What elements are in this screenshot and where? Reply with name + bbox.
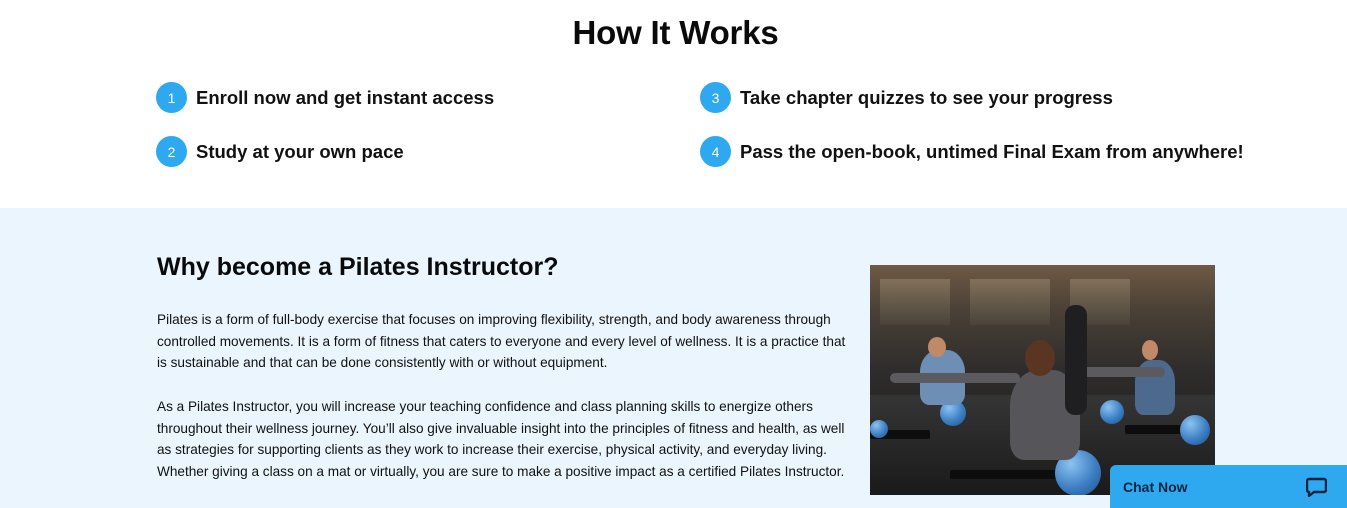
step-2 bbox=[156, 136, 404, 167]
step-text: Pass the open-book, untimed Final Exam from anywhere! bbox=[740, 140, 1244, 162]
photo-ball bbox=[1180, 415, 1210, 445]
photo-window bbox=[880, 279, 950, 325]
photo-window bbox=[970, 279, 1050, 325]
step-3 bbox=[700, 82, 1113, 113]
step-text: Enroll now and get instant access bbox=[196, 86, 495, 108]
how-it-works-title: How It Works bbox=[572, 14, 779, 51]
step-number-badge: 3 bbox=[700, 82, 731, 113]
chat-bubble-icon bbox=[1306, 477, 1327, 497]
photo-person-main-head bbox=[1025, 340, 1055, 376]
photo-person-main-leg bbox=[1065, 305, 1087, 415]
step-number-badge: 4 bbox=[700, 136, 731, 167]
why-title: Why become a Pilates Instructor? bbox=[157, 253, 559, 281]
step-4 bbox=[700, 136, 1244, 167]
how-it-works-section bbox=[0, 0, 1347, 208]
step-text: Study at your own pace bbox=[196, 140, 404, 162]
why-become-instructor-section bbox=[0, 208, 1347, 508]
photo-ball bbox=[870, 420, 888, 438]
photo-ball bbox=[1100, 400, 1124, 424]
step-number-badge: 2 bbox=[156, 136, 187, 167]
pilates-class-photo bbox=[870, 265, 1215, 495]
photo-person-head bbox=[1142, 340, 1158, 360]
step-text: Take chapter quizzes to see your progress bbox=[740, 86, 1113, 108]
photo-person-main-arm bbox=[1075, 367, 1165, 377]
why-paragraph-2: As a Pilates Instructor, you will increase your teaching confidence and class planning skills to energize others throughout their wellness journey. You’ll also give invaluable insight into the principles of fitness and health, as well as strategies for supporting clients as they work to increase their exercise, physical activity, and everyday living. Whether giving a class on a mat or virtually, you are sure to make a positive impact as a certified Pilates Instructor. bbox=[157, 399, 845, 479]
why-paragraph-1: Pilates is a form of full-body exercise that focuses on improving flexibility, strength, and body awareness through controlled movements. It is a form of fitness that caters to everyone and every level of wellness. It is a practice that is sustainable and that can be done consistently with or without equipment. bbox=[157, 312, 846, 371]
photo-person-main-arm bbox=[890, 373, 1020, 383]
step-1 bbox=[156, 82, 494, 113]
chat-now-label: Chat Now bbox=[1123, 478, 1188, 495]
chat-now-button[interactable] bbox=[1110, 465, 1347, 508]
step-number-badge: 1 bbox=[156, 82, 187, 113]
photo-person-head bbox=[928, 337, 946, 357]
